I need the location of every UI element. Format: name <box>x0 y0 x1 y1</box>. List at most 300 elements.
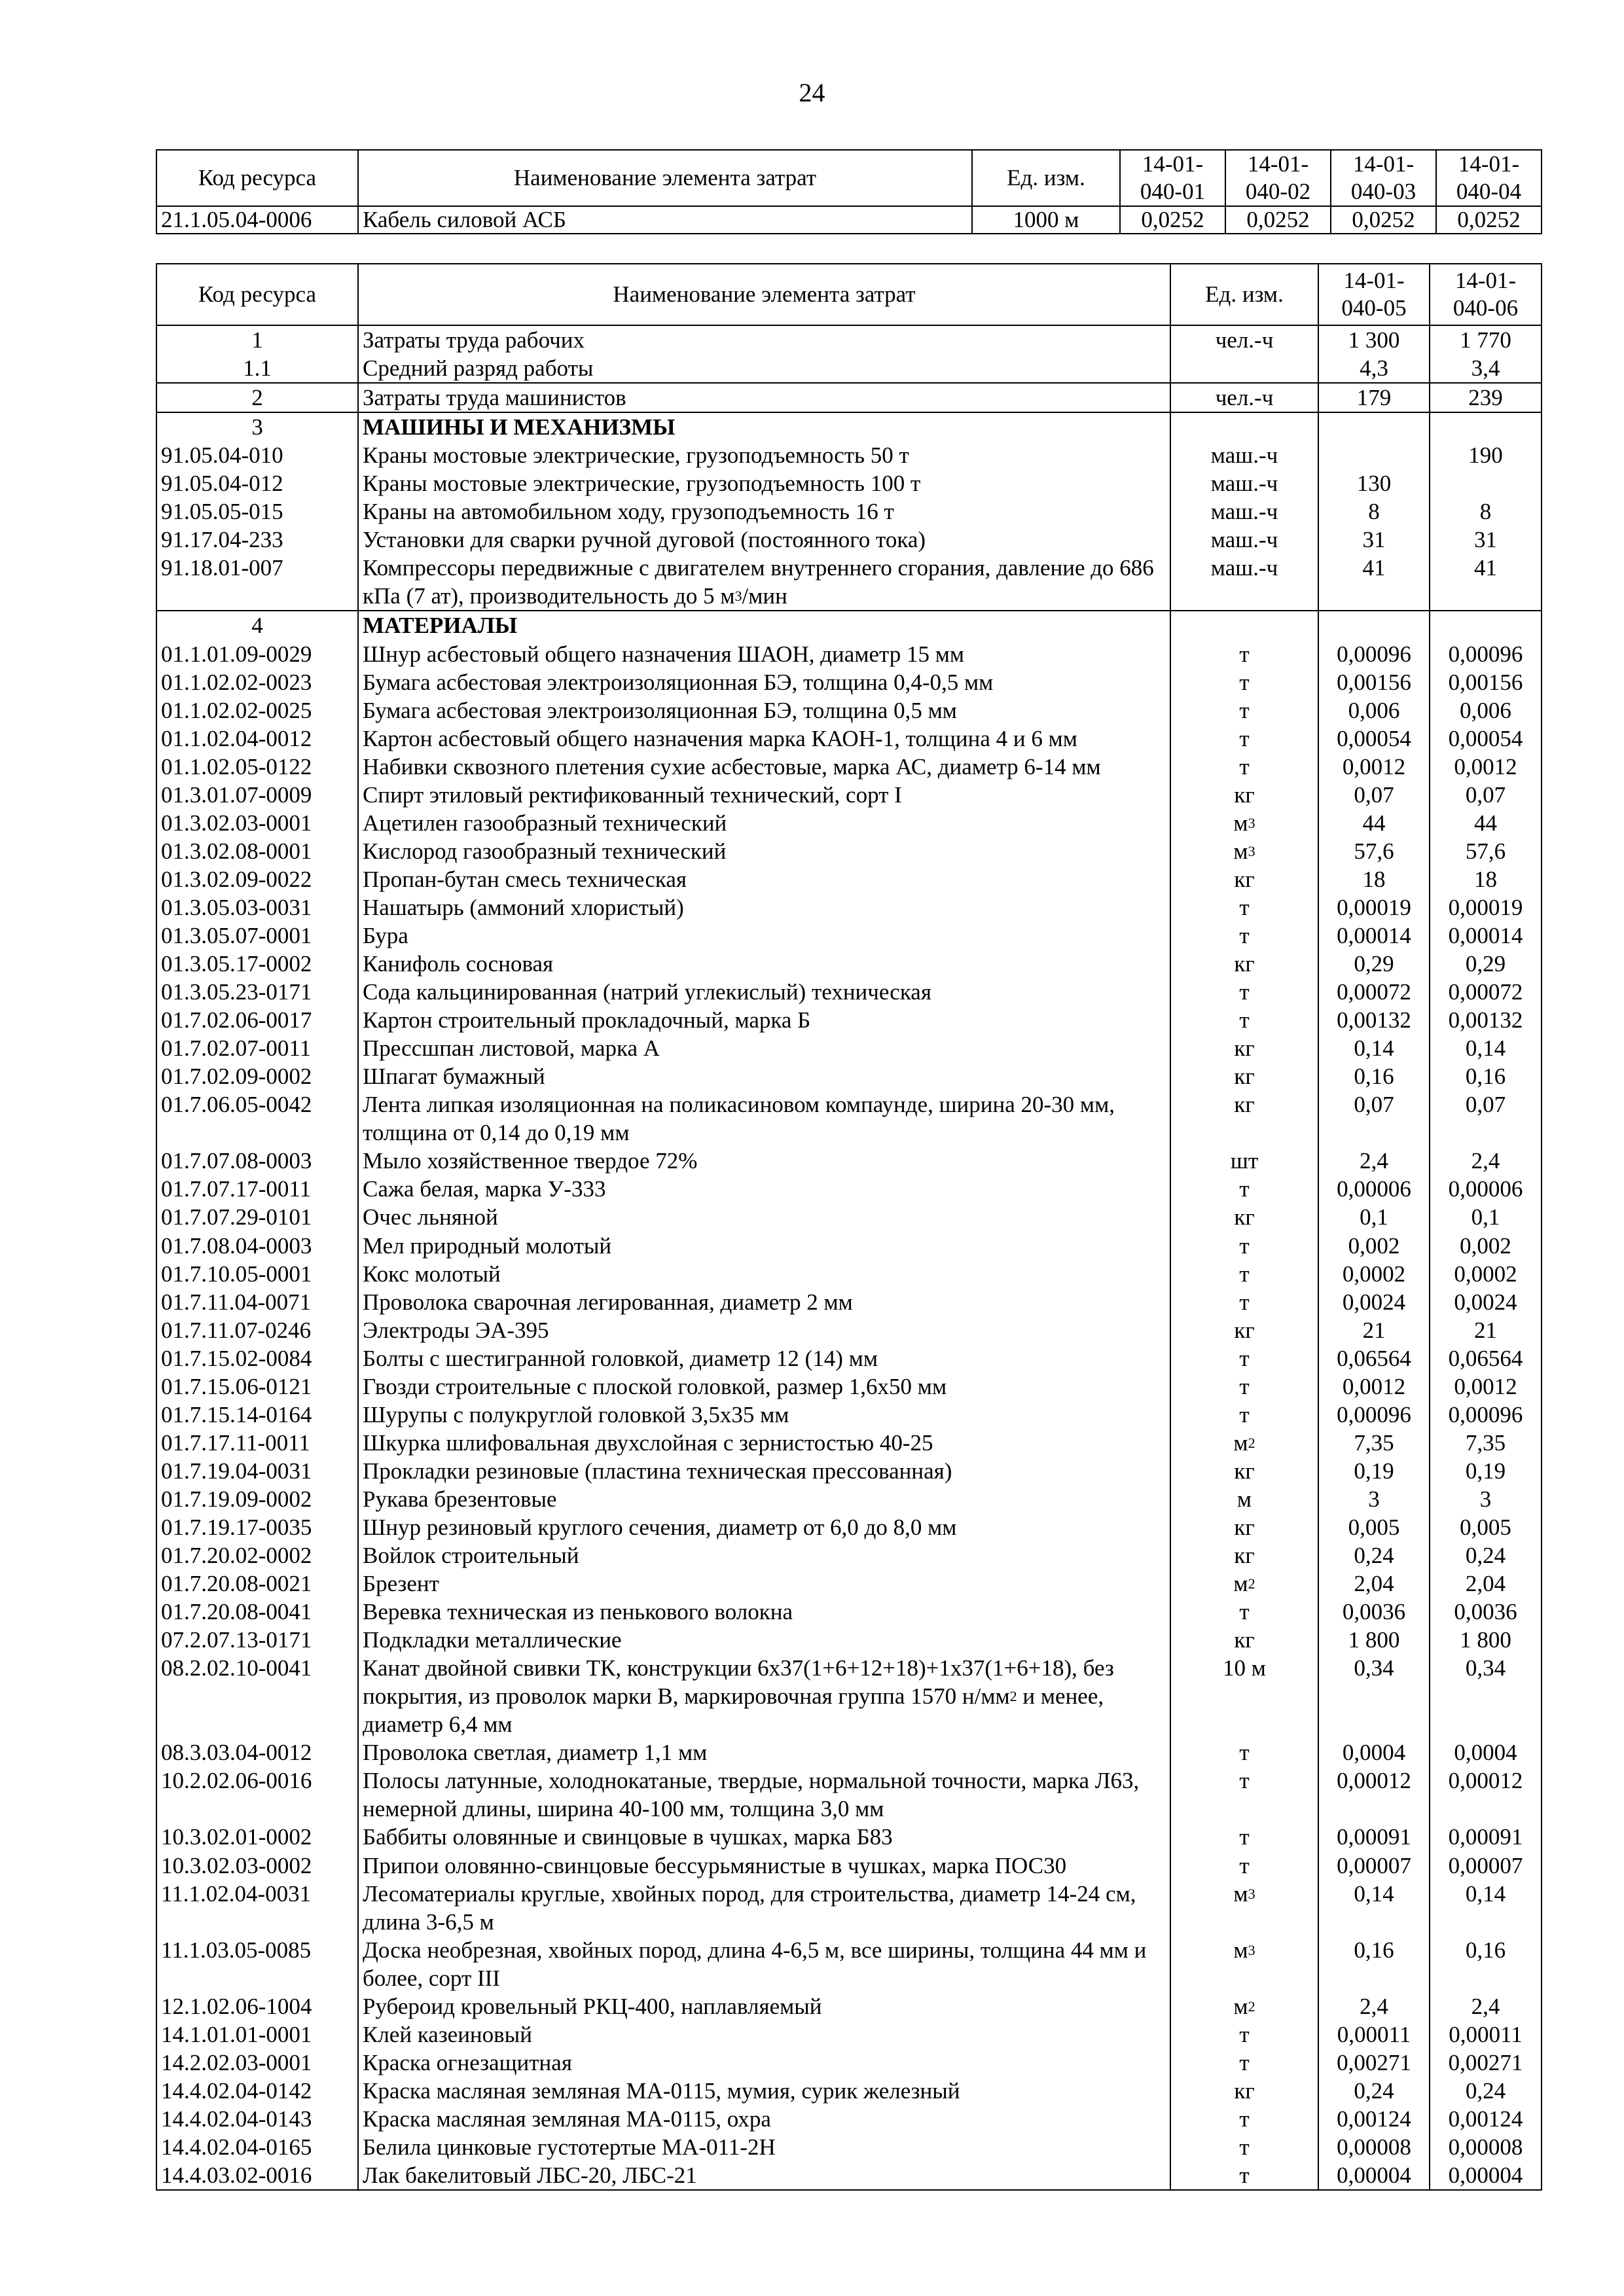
cell-unit-text: т <box>1239 1261 1250 1287</box>
cell-value: 0,00054 <box>1318 725 1430 753</box>
cell-value: 31 <box>1318 526 1430 554</box>
cell-name <box>358 1429 1170 1457</box>
cell-code: 01.7.07.08-0003 <box>156 1147 358 1175</box>
cell-unit-text: кг <box>1234 1317 1255 1343</box>
cell-value: 1 300 <box>1318 325 1430 354</box>
cell-code: 12.1.02.06-1004 <box>156 1992 358 2020</box>
cell-unit <box>1170 2161 1318 2190</box>
cell-name <box>358 893 1170 922</box>
table-row <box>156 2133 1542 2161</box>
cell-name-text: Краны мостовые электрические, грузоподъемность 50 т <box>363 442 909 469</box>
cell-unit <box>1170 412 1318 441</box>
cell-code: 14.1.01.01-0001 <box>156 2020 358 2049</box>
cell-name-text: Бура <box>363 922 408 948</box>
cell-value: 0,07 <box>1430 781 1542 809</box>
cell-unit-text: кг <box>1234 951 1255 977</box>
cell-unit <box>1170 497 1318 526</box>
cell-code: 14.4.02.04-0143 <box>156 2105 358 2133</box>
cell-value: 0,19 <box>1430 1457 1542 1485</box>
cell-code: 01.7.17.11-0011 <box>156 1429 358 1457</box>
cell-value: 0,24 <box>1318 2077 1430 2105</box>
superscript: 3 <box>1248 842 1255 859</box>
cell-value: 41 <box>1430 554 1542 611</box>
cell-unit <box>1170 1034 1318 1062</box>
cell-name <box>358 1738 1170 1767</box>
cell-name <box>358 1316 1170 1344</box>
table-row <box>156 1541 1542 1570</box>
cell-value: 0,1 <box>1430 1203 1542 1231</box>
cell-name <box>358 2020 1170 2049</box>
cell-code: 01.3.02.03-0001 <box>156 809 358 837</box>
cell-unit <box>1170 1372 1318 1401</box>
cell-value: 41 <box>1318 554 1430 611</box>
cell-unit <box>1170 640 1318 668</box>
cell-name <box>358 354 1170 383</box>
header-col-040-05: 14-01- 040-05 <box>1318 264 1430 325</box>
cell-value: 0,06564 <box>1430 1344 1542 1372</box>
cell-name-text: Лак бакелитовый ЛБС-20, ЛБС-21 <box>363 2162 697 2189</box>
table-row <box>156 696 1542 725</box>
cell-name-text: Краска масляная земляная МА-0115, охра <box>363 2106 771 2132</box>
cell-value: 0,00011 <box>1430 2020 1542 2049</box>
cell-code: 1 <box>156 325 358 354</box>
cell-code: 14.4.03.02-0016 <box>156 2161 358 2190</box>
cell-value: 44 <box>1318 809 1430 837</box>
cell-value: 1 800 <box>1430 1626 1542 1654</box>
cell-value: 130 <box>1318 469 1430 497</box>
cell-value: 0,1 <box>1318 1203 1430 1231</box>
cell-unit-text: м <box>1233 1429 1248 1456</box>
cell-code: 11.1.03.05-0085 <box>156 1936 358 1992</box>
cell-name-text: Нашатырь (аммоний хлористый) <box>363 894 684 920</box>
cell-unit <box>1170 1626 1318 1654</box>
cell-value: 190 <box>1430 441 1542 469</box>
cell-value: 0,16 <box>1430 1936 1542 1992</box>
cell-name <box>358 725 1170 753</box>
cell-name-text: Сажа белая, марка У-333 <box>363 1176 606 1202</box>
cell-unit-text: маш.-ч <box>1210 499 1278 525</box>
cell-code: 08.2.02.10-0041 <box>156 1654 358 1738</box>
cell-name <box>358 2077 1170 2105</box>
cell-name <box>358 1936 1170 1992</box>
cell-value: 0,07 <box>1430 1090 1542 1147</box>
header-col-040-04: 14-01- 040-04 <box>1436 150 1542 206</box>
cell-name-text: Прокладки резиновые (пластина техническая прессованная) <box>363 1458 952 1484</box>
cell-name-text: Шнур асбестовый общего назначения ШАОН, диаметр 15 мм <box>363 641 965 667</box>
cell-value: 0,00091 <box>1430 1823 1542 1851</box>
cell-unit-text: м <box>1233 810 1248 836</box>
cell-unit-text: м <box>1233 838 1248 864</box>
cell-unit-text: кг <box>1234 1064 1255 1090</box>
cell-code: 91.17.04-233 <box>156 526 358 554</box>
cell-unit <box>1170 837 1318 865</box>
cell-value: 2,04 <box>1430 1570 1542 1598</box>
table-row <box>156 469 1542 497</box>
cell-name-text: Электроды ЭА-395 <box>363 1317 549 1343</box>
cell-unit <box>1170 1541 1318 1570</box>
cell-code: 01.1.02.02-0023 <box>156 668 358 696</box>
cell-value: 0,00014 <box>1318 922 1430 950</box>
cell-value: 7,35 <box>1430 1429 1542 1457</box>
cell-unit-text: т <box>1239 1852 1250 1878</box>
cell-code: 01.7.15.06-0121 <box>156 1372 358 1401</box>
cell-value: 0,0252 <box>1436 206 1542 234</box>
cell-unit-text: м <box>1233 1880 1248 1907</box>
table-row <box>156 1203 1542 1231</box>
cell-name <box>358 1344 1170 1372</box>
cell-value: 0,00072 <box>1430 978 1542 1006</box>
cell-unit-text: т <box>1239 753 1250 780</box>
cell-unit <box>1170 893 1318 922</box>
cell-name <box>358 1006 1170 1034</box>
table-row <box>156 554 1542 611</box>
cell-name-text: Рубероид кровельный РКЦ-400, наплавляемый <box>363 1993 822 2019</box>
cell-value: 0,0024 <box>1318 1288 1430 1316</box>
cell-value: 0,00156 <box>1318 668 1430 696</box>
cell-code: 91.05.05-015 <box>156 497 358 526</box>
cell-value: 239 <box>1430 383 1542 412</box>
cell-name-text: Набивки сквозного плетения сухие асбестовые, марка АС, диаметр 6-14 мм <box>363 753 1101 780</box>
table-row <box>156 1936 1542 1992</box>
table-row <box>156 668 1542 696</box>
cell-code: 91.18.01-007 <box>156 554 358 611</box>
cell-value <box>1430 469 1542 497</box>
cell-unit <box>1170 526 1318 554</box>
cell-value: 0,0036 <box>1430 1598 1542 1626</box>
cell-value: 0,29 <box>1430 950 1542 978</box>
cell-unit-text: м <box>1233 1937 1248 1963</box>
cell-code: 2 <box>156 383 358 412</box>
table-row <box>156 1457 1542 1485</box>
cell-name-text: Бумага асбестовая электроизоляционная БЭ, толщина 0,4-0,5 мм <box>363 669 994 695</box>
cell-name-text: Канифоль сосновая <box>363 951 554 977</box>
cell-name <box>358 1372 1170 1401</box>
table-row <box>156 1738 1542 1767</box>
cell-unit <box>1170 1006 1318 1034</box>
superscript: 2 <box>1248 1434 1255 1451</box>
cell-value: 0,24 <box>1318 1541 1430 1570</box>
page-number: 24 <box>799 78 825 107</box>
cell-unit-text: т <box>1239 1740 1250 1766</box>
table-row <box>156 1372 1542 1401</box>
cell-value: 0,006 <box>1430 696 1542 725</box>
cell-unit <box>1170 1090 1318 1147</box>
cell-value: 2,4 <box>1430 1147 1542 1175</box>
cell-code: 1.1 <box>156 354 358 383</box>
cell-unit-text: шт <box>1230 1148 1259 1174</box>
table-row <box>156 1147 1542 1175</box>
cell-name <box>358 1457 1170 1485</box>
cell-name-text: Мел природный молотый <box>363 1232 612 1259</box>
cell-name <box>358 753 1170 781</box>
cell-value: 0,24 <box>1430 1541 1542 1570</box>
header-code: Код ресурса <box>156 150 358 206</box>
cell-value: 0,00008 <box>1430 2133 1542 2161</box>
cell-unit <box>1170 1485 1318 1513</box>
header-code: Код ресурса <box>156 264 358 325</box>
cell-unit-text: т <box>1239 979 1250 1005</box>
superscript: 2 <box>1248 1998 1255 2015</box>
cell-unit-text: кг <box>1234 1627 1255 1653</box>
cell-name <box>358 1626 1170 1654</box>
cell-value: 0,00091 <box>1318 1823 1430 1851</box>
header-name: Наименование элемента затрат <box>358 150 972 206</box>
cell-code: 01.7.20.08-0041 <box>156 1598 358 1626</box>
cell-value: 0,0012 <box>1430 1372 1542 1401</box>
table-row <box>156 1992 1542 2020</box>
cell-value: 0,00008 <box>1318 2133 1430 2161</box>
cell-unit <box>1170 668 1318 696</box>
table-row <box>156 1485 1542 1513</box>
cell-value: 0,14 <box>1318 1034 1430 1062</box>
cell-name <box>358 1880 1170 1936</box>
cell-value: 3,4 <box>1430 354 1542 383</box>
cell-unit-text: т <box>1239 1401 1250 1427</box>
cell-unit-text: т <box>1239 641 1250 667</box>
cell-name-text: Шнур резиновый круглого сечения, диаметр от 6,0 до 8,0 мм <box>363 1514 957 1540</box>
cell-unit-text: м <box>1236 1486 1252 1512</box>
cell-unit <box>1170 922 1318 950</box>
cell-value: 0,29 <box>1318 950 1430 978</box>
table-row <box>156 1513 1542 1541</box>
cell-name <box>358 1288 1170 1316</box>
cell-unit <box>1170 554 1318 611</box>
cell-name-text: Бумага асбестовая электроизоляционная БЭ, толщина 0,5 мм <box>363 697 957 723</box>
cell-value: 0,0002 <box>1318 1260 1430 1288</box>
cell-name <box>358 1598 1170 1626</box>
cell-value: 0,0004 <box>1430 1738 1542 1767</box>
cell-value: 0,00096 <box>1430 640 1542 668</box>
table-row <box>156 922 1542 950</box>
cell-unit <box>1170 1767 1318 1823</box>
cell-unit-text: т <box>1239 1345 1250 1371</box>
cell-unit-text: кг <box>1234 1458 1255 1484</box>
table-row <box>156 1090 1542 1147</box>
cell-value: 0,00007 <box>1430 1852 1542 1880</box>
cell-unit-text: м <box>1233 1993 1248 2019</box>
cell-name-text: МАШИНЫ И МЕХАНИЗМЫ <box>363 414 676 440</box>
cell-unit <box>1170 781 1318 809</box>
cell-value: 57,6 <box>1430 837 1542 865</box>
table-row <box>156 206 1542 234</box>
cell-code: 4 <box>156 611 358 639</box>
cell-value: 8 <box>1318 497 1430 526</box>
cell-unit <box>1170 2133 1318 2161</box>
cell-code: 10.3.02.01-0002 <box>156 1823 358 1851</box>
table-row <box>156 837 1542 865</box>
cell-name-text: Рукава брезентовые <box>363 1486 557 1512</box>
cell-code: 01.7.08.04-0003 <box>156 1232 358 1260</box>
cell-unit-text: чел.-ч <box>1215 327 1274 353</box>
cell-name-text: Канат двойной свивки ТК, конструкции 6х37(1+6+12+18)+1х37(1+6+18), без покрытия, из проволок марки В, маркировочная группа 1570 н/мм <box>363 1655 1114 1710</box>
cell-unit-text: т <box>1239 2021 1250 2047</box>
section-row <box>156 383 1542 412</box>
cell-unit <box>1170 325 1318 354</box>
cell-name-text: Подкладки металлические <box>363 1627 622 1653</box>
cell-name-text: Мыло хозяйственное твердое 72% <box>363 1148 698 1174</box>
cell-name-text: Краска огнезащитная <box>363 2049 572 2075</box>
cell-value: 0,19 <box>1318 1457 1430 1485</box>
cell-unit <box>1170 1062 1318 1090</box>
cell-value: 0,00156 <box>1430 668 1542 696</box>
cell-unit-text: т <box>1239 669 1250 695</box>
cell-name <box>358 1513 1170 1541</box>
cell-name-text: Проволока сварочная легированная, диаметр 2 мм <box>363 1289 853 1315</box>
table-row <box>156 1260 1542 1288</box>
cell-unit <box>1170 2077 1318 2105</box>
cell-value: 2,4 <box>1430 1992 1542 2020</box>
cell-value: 0,06564 <box>1318 1344 1430 1372</box>
cell-code: 01.7.19.17-0035 <box>156 1513 358 1541</box>
cell-code: 01.7.19.09-0002 <box>156 1485 358 1513</box>
cell-unit-text: кг <box>1234 866 1255 892</box>
table-row <box>156 1654 1542 1738</box>
table-row <box>156 526 1542 554</box>
table-header-row <box>156 264 1542 325</box>
cell-value: 0,0252 <box>1120 206 1225 234</box>
cell-unit <box>1170 1316 1318 1344</box>
cell-value: 0,0012 <box>1318 753 1430 781</box>
cell-value: 0,00019 <box>1430 893 1542 922</box>
cell-name <box>358 611 1170 639</box>
header-name: Наименование элемента затрат <box>358 264 1170 325</box>
cell-name <box>358 1090 1170 1147</box>
table-row <box>156 1034 1542 1062</box>
table-row <box>156 1880 1542 1936</box>
table-row <box>156 1626 1542 1654</box>
table-body <box>156 325 1542 2190</box>
cell-code: 01.1.02.05-0122 <box>156 753 358 781</box>
cell-name <box>358 412 1170 441</box>
cell-unit-text: кг <box>1234 1514 1255 1540</box>
cell-name-text: Ацетилен газообразный технический <box>363 810 727 836</box>
cell-value: 0,00124 <box>1318 2105 1430 2133</box>
cell-name <box>358 1062 1170 1090</box>
cell-unit-text: кг <box>1234 1204 1255 1230</box>
cell-code: 08.3.03.04-0012 <box>156 1738 358 1767</box>
cell-unit <box>1170 1823 1318 1851</box>
cell-value: 0,00011 <box>1318 2020 1430 2049</box>
superscript: 3 <box>734 588 742 605</box>
cell-code: 01.7.20.08-0021 <box>156 1570 358 1598</box>
cell-name-text: Клей казеиновый <box>363 2021 532 2047</box>
cell-value: 0,16 <box>1318 1062 1430 1090</box>
cell-name <box>358 809 1170 837</box>
table-row <box>156 2020 1542 2049</box>
cell-name <box>358 383 1170 412</box>
table-row <box>156 2105 1542 2133</box>
cell-unit-text: т <box>1239 1373 1250 1399</box>
cell-value: 0,0012 <box>1318 1372 1430 1401</box>
cell-name-text: Шкурка шлифовальная двухслойная с зернистостью 40-25 <box>363 1429 933 1456</box>
cell-code: 01.3.05.07-0001 <box>156 922 358 950</box>
cell-unit-text: т <box>1239 1768 1250 1794</box>
cell-name <box>358 1992 1170 2020</box>
cell-code: 01.3.05.03-0031 <box>156 893 358 922</box>
cell-name <box>358 837 1170 865</box>
cell-unit-text: кг <box>1234 1035 1255 1062</box>
cell-value: 0,07 <box>1318 1090 1430 1147</box>
cell-name-text: Войлок строительный <box>363 1543 579 1569</box>
table-row <box>156 1570 1542 1598</box>
cell-unit-text: т <box>1239 2162 1250 2189</box>
cell-unit <box>1170 611 1318 639</box>
cell-code: 10.3.02.03-0002 <box>156 1852 358 1880</box>
cell-name <box>358 1767 1170 1823</box>
cell-name: Кабель силовой АСБ <box>358 206 972 234</box>
cell-unit <box>1170 1344 1318 1372</box>
cell-code: 01.1.01.09-0029 <box>156 640 358 668</box>
cell-value: 0,0024 <box>1430 1288 1542 1316</box>
cell-name <box>358 497 1170 526</box>
cell-code: 14.2.02.03-0001 <box>156 2049 358 2077</box>
cell-value: 0,00096 <box>1430 1401 1542 1429</box>
cell-code: 01.7.02.09-0002 <box>156 1062 358 1090</box>
cell-unit-text: маш.-ч <box>1210 471 1278 497</box>
cell-value: 0,14 <box>1318 1880 1430 1936</box>
cell-unit <box>1170 1429 1318 1457</box>
cell-unit <box>1170 2049 1318 2077</box>
cell-code: 14.4.02.04-0142 <box>156 2077 358 2105</box>
cell-value: 0,00012 <box>1318 1767 1430 1823</box>
cell-name <box>358 1852 1170 1880</box>
cell-value: 3 <box>1430 1485 1542 1513</box>
cell-code: 10.2.02.06-0016 <box>156 1767 358 1823</box>
cell-value: 0,00012 <box>1430 1767 1542 1823</box>
superscript: 3 <box>1248 1885 1255 1902</box>
table-row <box>156 809 1542 837</box>
cell-unit <box>1170 1401 1318 1429</box>
cell-value: 0,00072 <box>1318 978 1430 1006</box>
cell-value: 0,16 <box>1318 1936 1430 1992</box>
table-row <box>156 1598 1542 1626</box>
cell-unit-text: т <box>1239 2049 1250 2075</box>
cell-name <box>358 469 1170 497</box>
cell-unit-text: т <box>1239 894 1250 920</box>
cell-value: 21 <box>1318 1316 1430 1344</box>
cell-value: 0,0002 <box>1430 1260 1542 1288</box>
cell-unit-text: маш.-ч <box>1210 442 1278 469</box>
cell-name-text: Полосы латунные, холоднокатаные, твердые, нормальной точности, марка Л63, немерной длины, ширина 40-100 мм, толщина 3,0 мм <box>363 1768 1140 1822</box>
cell-name <box>358 1175 1170 1203</box>
table-row <box>156 640 1542 668</box>
table-row <box>156 1288 1542 1316</box>
cell-name <box>358 1203 1170 1231</box>
cell-code: 01.7.07.17-0011 <box>156 1175 358 1203</box>
cell-name <box>358 1147 1170 1175</box>
cell-code: 01.7.02.06-0017 <box>156 1006 358 1034</box>
cell-value: 0,00004 <box>1430 2161 1542 2190</box>
cell-name-text: Установки для сварки ручной дуговой (постоянного тока) <box>363 527 926 553</box>
cell-name-tail: и менее, диаметр 6,4 мм <box>363 1683 1104 1738</box>
cell-value: 2,04 <box>1318 1570 1430 1598</box>
cell-value: 0,0252 <box>1331 206 1436 234</box>
cell-value: 0,00004 <box>1318 2161 1430 2190</box>
cell-unit <box>1170 978 1318 1006</box>
cell-code: 01.7.19.04-0031 <box>156 1457 358 1485</box>
cell-unit-text: т <box>1239 1007 1250 1033</box>
cell-name <box>358 1485 1170 1513</box>
cell-unit <box>1170 441 1318 469</box>
cell-unit <box>1170 469 1318 497</box>
cell-value: 0,24 <box>1430 2077 1542 2105</box>
cell-name <box>358 2133 1170 2161</box>
cell-value: 18 <box>1318 865 1430 893</box>
cell-name-text: Лесоматериалы круглые, хвойных пород, для строительства, диаметр 14-24 см, длина 3-6,5 м <box>363 1880 1136 1935</box>
cell-code: 01.7.02.07-0011 <box>156 1034 358 1062</box>
table-row <box>156 1232 1542 1260</box>
cell-unit-text: м <box>1233 1571 1248 1597</box>
